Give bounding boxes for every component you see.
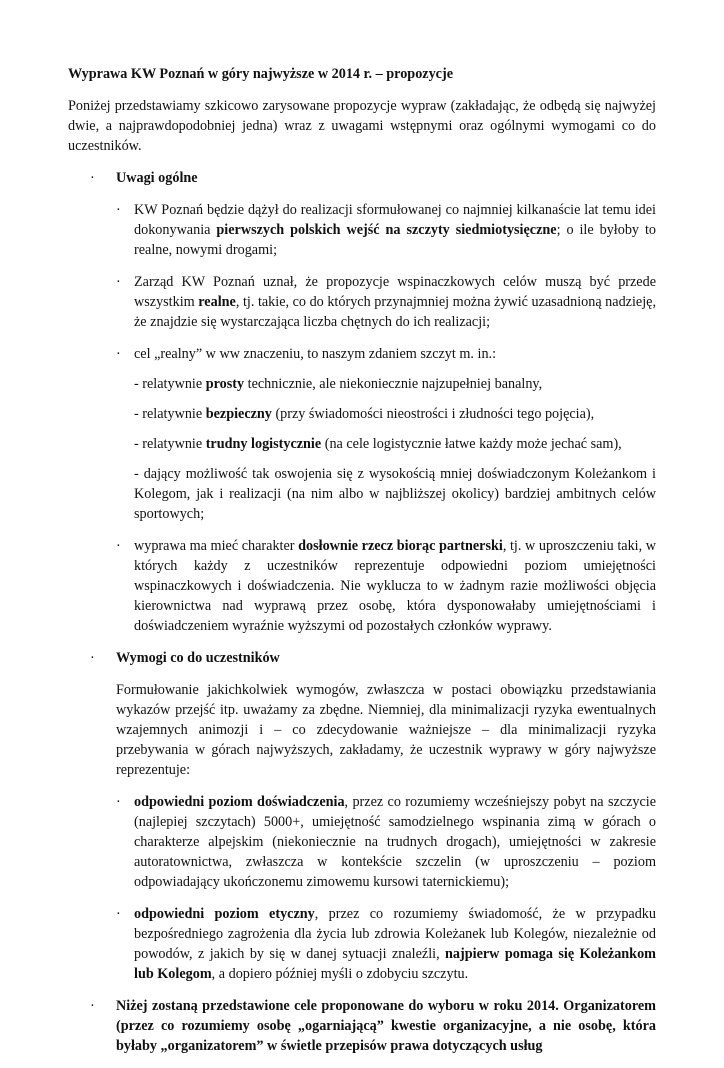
bullet-marker: · [116, 346, 121, 362]
section-proposed-goals [68, 996, 656, 1056]
list-item [116, 344, 656, 364]
list-item-text: cel „realny” w ww znaczeniu, to naszym zdaniem szczyt m. in.: [134, 346, 497, 362]
section-general-remarks [68, 168, 656, 636]
document-title: Wyprawa KW Poznań w góry najwyższe w 2014 r. – propozycje [68, 66, 454, 82]
dash-item: - relatywnie bezpieczny (przy świadomości nieostrości i złudności tego pojęcia), [134, 406, 595, 422]
bullet-marker: · [90, 650, 95, 666]
section-paragraph: Formułowanie jakichkolwiek wymogów, zwłaszcza w postaci obowiązku przedstawiania wykazów przejść itp. uważamy za zbędne. Niemniej, dla minimalizacji ryzyka ewentualnych wzajemnych animozji i – co zdecydowanie ważniejsze – dla minimalizacji ryzyka przebywania w górach najwyższych, zakładamy, że uczestnik wyprawy w góry najwyższe reprezentuje: [116, 682, 656, 778]
list-item [116, 536, 656, 636]
list-item-text: odpowiedni poziom etyczny, przez co rozumiemy świadomość, że w przypadku bezpośredniego zagrożenia dla życia lub zdrowia Koleżanek lub Kolegów, niezależnie od powodów, z jakich by się w danej sytuacji znaleźli, najpierw pomaga się Koleżankom lub Kolegom, a dopiero później myśli o zdobyciu szczytu. [134, 906, 656, 982]
bullet-marker: · [116, 202, 121, 218]
bullet-marker: · [90, 998, 95, 1014]
bullet-marker: · [116, 794, 121, 810]
list-item [116, 904, 656, 984]
dash-item: - relatywnie prosty technicznie, ale niekoniecznie najzupełniej banalny, [134, 376, 543, 392]
list-item-text: Zarząd KW Poznań uznał, że propozycje wspinaczkowych celów muszą być przede wszystkim realne, tj. takie, co do których przynajmniej można żywić uzasadnioną nadzieję, że znajdzie się wystarczająca liczba chętnych do ich realizacji; [134, 274, 656, 330]
section-heading: Wymogi co do uczestników [116, 650, 280, 666]
section-heading: Uwagi ogólne [116, 170, 198, 186]
dash-item: - relatywnie trudny logistycznie (na cele logistycznie łatwe każdy może jechać sam), [134, 436, 622, 452]
document-page [68, 64, 656, 1068]
bullet-marker: · [116, 906, 121, 922]
bullet-marker: · [116, 538, 121, 554]
list-item [116, 272, 656, 332]
bullet-marker: · [116, 274, 121, 290]
section-participant-requirements [68, 648, 656, 984]
section-heading: Niżej zostaną przedstawione cele proponowane do wyboru w roku 2014. Organizatorem (przez co rozumiemy osobę „ogarniającą” kwestie organizacyjne, a nie osobę, która byłaby „organizatorem” w świetle przepisów prawa dotyczących usług [116, 998, 656, 1054]
dash-item: - dający możliwość tak oswojenia się z wysokością mniej doświadczonym Koleżankom i Kolegom, jak i realizacji (na nim albo w najbliższej okolicy) bardziej ambitnych celów sportowych; [134, 466, 656, 522]
list-item [116, 792, 656, 892]
bullet-marker: · [90, 170, 95, 186]
list-item-text: KW Poznań będzie dążył do realizacji sformułowanej co najmniej kilkanaście lat temu idei dokonywania pierwszych polskich wejść na szczyty siedmiotysięczne; o ile byłoby to realne, nowymi drogami; [134, 202, 656, 258]
intro-paragraph: Poniżej przedstawiamy szkicowo zarysowane propozycje wypraw (zakładając, że odbędą się najwyżej dwie, a najprawdopodobniej jedna) wraz z uwagami wstępnymi oraz ogólnymi wymogami co do uczestników. [68, 98, 656, 154]
list-item-text: wyprawa ma mieć charakter dosłownie rzecz biorąc partnerski, tj. w uproszczeniu taki, w których każdy z uczestników reprezentuje odpowiedni poziom umiejętności wspinaczkowych i doświadczenia. Nie wyklucza to w żadnym razie możliwości objęcia kierownictwa nad wyprawą przez osobę, która dysponowałaby umiejętnościami i doświadczeniem wyraźnie wyższymi od pozostałych członków wyprawy. [134, 538, 657, 634]
list-item [116, 200, 656, 260]
list-item-text: odpowiedni poziom doświadczenia, przez co rozumiemy wcześniejszy pobyt na szczycie (najlepiej szczytach) 5000+, umiejętność samodzielnego wspinania zimą w górach o charakterze alpejskim (niekoniecznie na trudnych drogach), umiejętności w zakresie autoratownictwa, zwłaszcza w kontekście szczelin (w uproszczeniu – poziom odpowiadający ukończonemu zimowemu kursowi taternickiemu); [134, 794, 656, 890]
